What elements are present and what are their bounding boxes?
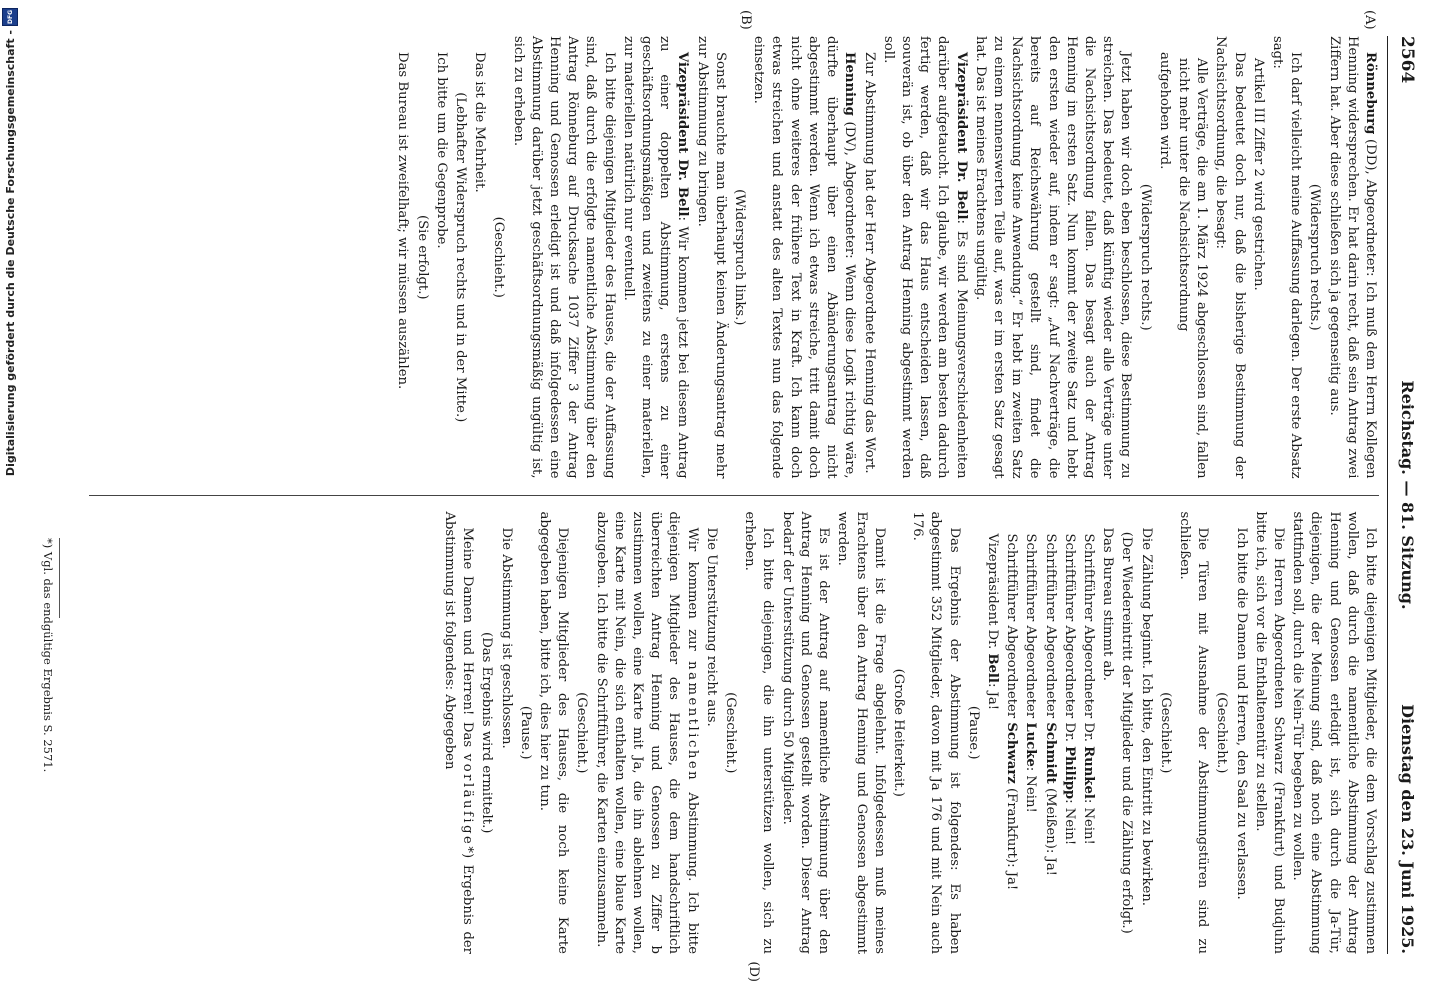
- member-name: Lucke: [1023, 722, 1039, 767]
- paragraph: Sonst brauchte man überhaupt keinen Änderungsantrag mehr zur Abstimmung zu bringen.: [694, 36, 728, 479]
- speech-paragraph: [619, 36, 692, 479]
- quoted-text: Artikel III Ziffer 2 wird gestrichen.: [1250, 58, 1266, 291]
- vote-line: [1079, 511, 1097, 954]
- paragraph: Ich bitte diejenigen, die ihn unterstützen wollen, sich zu erheben.: [742, 511, 776, 954]
- right-column: [89, 497, 1379, 954]
- page-header: [1387, 36, 1416, 954]
- paragraph: Ich bitte um die Gegenprobe.: [433, 52, 449, 249]
- member-name: Bell: [984, 653, 1000, 683]
- vote-answer: : Ja!: [984, 682, 1000, 711]
- vote-answer: : Nein!: [1061, 799, 1077, 846]
- speaker-name: Rönneburg: [1363, 52, 1378, 135]
- paragraph: Ich darf vielleicht meine Auffassung darlegen. Der erste Absatz sagt:: [1269, 36, 1304, 479]
- speaker-name: Vizepräsident Dr. Bell: [953, 52, 969, 220]
- vote-answer: (Frankfurt): Ja!: [1004, 783, 1020, 891]
- member-name: Runkel: [1080, 746, 1096, 799]
- credit-text: Digitalisierung gefördert durch die Deutsche Forschungsgemeinschaft -: [3, 30, 17, 477]
- paragraph-text: *) Ergebnis der Abstimmung ist folgendes: Abgegeben: [442, 511, 476, 954]
- paragraph: Ich bitte diejenigen Mitglieder, die dem Vorschlag zustimmen wollen, daß durch die namentliche Abstimmung der Antrag Henning und Genossen erledigt ist, sich durch die Ja-Tür, diejenigen, die der Meinung sind, daß noch eine Abstimmung stattfinden soll, durch die Nein-Tür begeben zu wollen.: [1290, 511, 1378, 954]
- interjection: (Der Wiedereintritt der Mitglieder und die Zählung erfolgt.): [1119, 531, 1135, 934]
- vote-line: [1060, 511, 1078, 954]
- member-name: Schwarz: [1004, 722, 1020, 784]
- paragraph: [591, 511, 700, 954]
- session-title: Reichstag. — 81. Sitzung.: [1398, 380, 1417, 610]
- interjection: (Geschieht.): [1214, 692, 1230, 774]
- paragraph: [440, 511, 476, 954]
- paragraph: Das Bureau ist zweifelhaft; wir müssen auszählen.: [395, 52, 411, 390]
- vote-answer: (Meißen): Ja!: [1042, 783, 1058, 876]
- paragraph-text: Wir kommen zur: [684, 527, 700, 662]
- emphasized-word: vorläufige: [460, 753, 476, 847]
- speaker-name: Vizepräsident Dr. Bell: [675, 52, 691, 217]
- interjection: (Geschieht.): [723, 692, 739, 774]
- digitization-credit: [0, 0, 20, 1000]
- speaker-name: Henning: [842, 52, 858, 116]
- paragraph: Die Zählung beginnt. Ich bitte, den Eintritt zu bewirken.: [1138, 527, 1154, 906]
- interjection: (Lebhafter Widerspruch rechts und in der Mitte.): [453, 92, 469, 423]
- interjection: (Pause.): [965, 705, 981, 760]
- paragraph-text: Abstimmung. Ich bitte diejenigen Mitglieder des Hauses, die dem handschriftlich überreichten Antrag Henning und Genossen zu Ziffer b zustimmen wollen, eine Karte mit Ja, die ihn ablehnen wollen, eine Karte mit Nein, die sich enthalten wollen, eine blaue Karte abzugeben. Ich bitte die Schriftführer, die Karten einzusammeln.: [593, 511, 700, 954]
- paragraph: Es ist der Antrag auf namentliche Abstimmung über den Antrag Henning und Genossen gestellt worden. Dieser Antrag bedarf der Unterstützung durch 50 Mitglieder.: [779, 511, 832, 954]
- paragraph-text: Meine Damen und Herren! Das: [460, 527, 476, 754]
- vote-line: [983, 511, 1001, 954]
- member-name: Philipp: [1061, 746, 1077, 800]
- paragraph: Das ist die Mehrheit.: [472, 52, 488, 193]
- paragraph: Damit ist die Frage abgelehnt. Infolgedessen muß meines Erachtens über den Antrag Henning und Genossen abgestimmt werden.: [835, 511, 887, 954]
- vote-line: [1021, 511, 1039, 954]
- paragraph: Ich bitte die Damen und Herren, den Saal zu verlassen.: [1233, 527, 1249, 900]
- speech-paragraph: [749, 36, 858, 479]
- column-divider: [89, 495, 1379, 496]
- quoted-text: Alle Verträge, die am 1. März 1924 abgeschlossen sind, fallen nicht mehr unter die Nachsichtsordnung: [1175, 58, 1210, 479]
- paragraph: Jetzt haben wir doch eben beschlossen, diese Bestimmung zu streichen. Das bedeutet, daß künftig wieder alle Verträge unter die Nachsichtsordnung fallen. Das besagt auch der Antrag Henning im ersten Satz. Nun kommt der zweite Satz und hebt den ersten wieder auf, indem er sagt: „Auf Nachverträge, die bereits auf Reichswährung gestellt sind, findet die Nachsichtsordnung keine Anwendung.“ Er hebt im zweiten Satz zu einem nennenswerten Teile auf, was er im ersten Satz gesagt hat. Das ist meines Erachtens ungültig.: [972, 36, 1134, 479]
- speech-text: : Es sind Meinungsverschiedenheiten darüber aufgetaucht. Ich glaube, wir werden am besten dadurch fertig werden, daß wir das Haus entscheiden lassen, daß souverän ist, ob über den Antrag Henning abgestimmt werden soll.: [880, 36, 969, 479]
- paragraph: Die Türen mit Ausnahme der Abstimmungstüren sind zu schließen.: [1176, 511, 1211, 954]
- vote-role: Schriftführer Abgeordneter Dr.: [1080, 533, 1096, 747]
- interjection: (Pause.): [517, 705, 533, 760]
- interjection: (Geschieht.): [574, 692, 590, 774]
- speech-paragraph: [1324, 36, 1379, 479]
- vote-answer: : Nein!: [1023, 766, 1039, 813]
- paragraph: Diejenigen Mitglieder des Hauses, die noch keine Karte abgegeben haben, bitte ich, dies hier zu tun.: [537, 511, 571, 954]
- speech-paragraph: [879, 36, 970, 479]
- interjection: (Widerspruch links.): [732, 189, 748, 326]
- paragraph: Das Bureau stimmt ab.: [1100, 527, 1116, 681]
- member-name: Schmidt: [1042, 722, 1058, 784]
- paragraph: Zur Abstimmung hat der Herr Abgeordnete Henning das Wort.: [861, 52, 877, 474]
- paragraph: Das Ergebnis der Abstimmung ist folgendes: Es haben abgestimmt 352 Mitglieder, davon mit Ja 176 und mit Nein auch 176.: [910, 511, 962, 954]
- vote-role: Vizepräsident Dr.: [984, 533, 1000, 654]
- dfg-logo-icon: DFG: [2, 8, 18, 26]
- margin-marker-d: (D): [746, 961, 761, 982]
- page-number: 2564: [1397, 36, 1417, 84]
- paragraph: Ich bitte diejenigen Mitglieder des Hauses, die der Auffassung sind, daß durch die erfolgte namentliche Abstimmung über den Antrag Rönneburg auf Drucksache 1037 Ziffer 3 der Antrag Henning und Genossen erledigt ist und daß infolgedessen eine Abstimmung darüber jetzt geschäftsordnungsmäßig ungültig ist, sich zu erheben.: [510, 36, 617, 479]
- footnote-rule: [59, 538, 60, 618]
- paragraph: aufgehoben wird.: [1156, 52, 1172, 170]
- vote-line: [1002, 511, 1020, 954]
- vote-answer: : Nein!: [1080, 798, 1096, 845]
- interjection: (Geschieht.): [1157, 692, 1173, 774]
- paragraph: Das bedeutet doch nur, daß die bisherige Bestimmung der Nachsichtsordnung, die besagt:: [1213, 36, 1247, 479]
- interjection: (Widerspruch rechts.): [1137, 183, 1153, 331]
- margin-marker-a: (A): [1362, 10, 1377, 30]
- vote-role: Schriftführer Abgeordneter: [1004, 533, 1020, 723]
- interjection: (Sie erfolgt.): [414, 214, 430, 300]
- speech-text: : Wir kommen jetzt bei diesem Antrag zu einer doppelten Abstimmung, erstens zu einer geschäftsordnungsmäßigen und zweitens zu einer materiellen, zur materiellen natürlich nur eventuell.: [620, 36, 691, 479]
- interjection: (Widerspruch rechts.): [1307, 183, 1323, 331]
- interjection: (Geschieht.): [491, 216, 507, 298]
- footnote-area: [40, 538, 70, 958]
- interjection: (Das Ergebnis wird ermittelt.): [479, 632, 495, 834]
- vote-role: Schriftführer Abgeordneter: [1023, 533, 1039, 723]
- paragraph: Die Abstimmung ist geschlossen.: [498, 527, 514, 749]
- emphasized-word: namentlichen: [684, 661, 700, 783]
- vote-role: Schriftführer Abgeordneter: [1042, 533, 1058, 723]
- text-columns: [89, 36, 1379, 954]
- paragraph: Die Herren Abgeordneten Schwarz (Frankfurt) und Budjuhn bitte ich, sich vor die Enthaltenentür zu stellen.: [1252, 511, 1286, 954]
- interjection: (Große Heiterkeit.): [890, 668, 906, 797]
- vote-role: Schriftführer Abgeordneter Dr.: [1061, 533, 1077, 747]
- left-column: [89, 36, 1379, 493]
- vote-line: [1040, 511, 1058, 954]
- paragraph: Die Unterstützung reicht aus.: [703, 527, 719, 727]
- speech-text: (DD), Abgeordneter: Ich muß dem Herrn Kollegen Henning widersprechen. Er hat darin recht, daß sein Antrag zwei Ziffern hat. Aber diese schließen sich ja gegenseitig aus.: [1326, 36, 1378, 479]
- session-date: Dienstag den 23. Juni 1925.: [1398, 704, 1417, 954]
- speech-text: (DV), Abgeordneter: Wenn diese Logik richtig wäre, dürfte überhaupt über einen Abänderungsantrag nicht abgestimmt werden. Wenn ich etwas streiche, tritt damit doch nicht ohne weiteres der frühere Text in Kraft. Ich kann doch etwas streichen und anstatt des alten Textes nun das folgende einsetzen.: [751, 36, 858, 479]
- footnote: *) Vgl. das endgültige Ergebnis S. 2571.: [41, 538, 55, 773]
- margin-marker-b: (B): [738, 10, 753, 30]
